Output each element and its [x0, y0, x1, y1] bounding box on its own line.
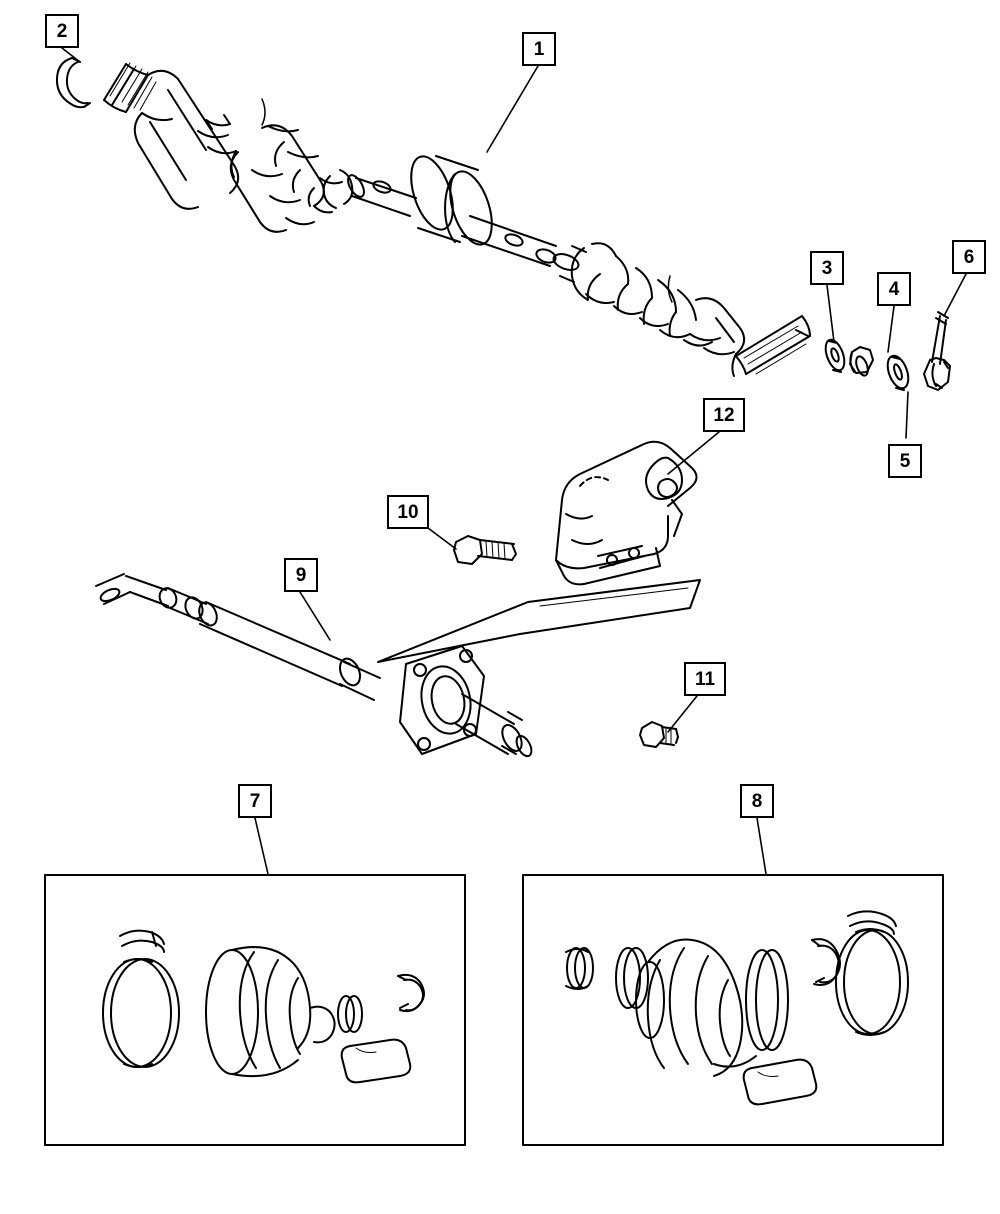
- callout-8[interactable]: 8: [740, 784, 774, 818]
- part-outer-shaft: [462, 216, 586, 282]
- callout-4[interactable]: 4: [877, 272, 911, 306]
- callout-5[interactable]: 5: [888, 444, 922, 478]
- part-washer-5: [884, 353, 913, 391]
- part-outer-cv-boot: [572, 243, 712, 345]
- part-bolt-10: [454, 536, 516, 564]
- part-damper-weight: [403, 151, 500, 249]
- boot-kit-box-7: [45, 875, 465, 1145]
- part-boot-clamp-small: [324, 170, 368, 208]
- part-bearing-retainer: [400, 646, 534, 759]
- callout-10[interactable]: 10: [387, 495, 429, 529]
- part-washer-3: [822, 337, 848, 373]
- callout-3[interactable]: 3: [810, 251, 844, 285]
- part-intermediate-shaft-9: [96, 574, 380, 700]
- part-mounting-plate: [378, 580, 700, 662]
- part-hex-nut-4: [850, 347, 873, 377]
- part-outer-stub-shaft: [736, 316, 810, 374]
- callout-11[interactable]: 11: [684, 662, 726, 696]
- part-inner-joint-housing: [135, 71, 265, 209]
- part-snap-ring: [57, 58, 90, 107]
- callout-1[interactable]: 1: [522, 32, 556, 66]
- callout-12[interactable]: 12: [703, 398, 745, 432]
- callout-2[interactable]: 2: [45, 14, 79, 48]
- part-inner-stub-shaft: [104, 63, 156, 112]
- callout-9[interactable]: 9: [284, 558, 318, 592]
- boot-kit-box-8: [523, 875, 943, 1145]
- part-cotter-pin-6: [924, 312, 950, 390]
- part-bearing-bracket-12: [556, 442, 697, 585]
- callout-7[interactable]: 7: [238, 784, 272, 818]
- callout-6[interactable]: 6: [952, 240, 986, 274]
- part-inner-cv-boot: [231, 125, 342, 231]
